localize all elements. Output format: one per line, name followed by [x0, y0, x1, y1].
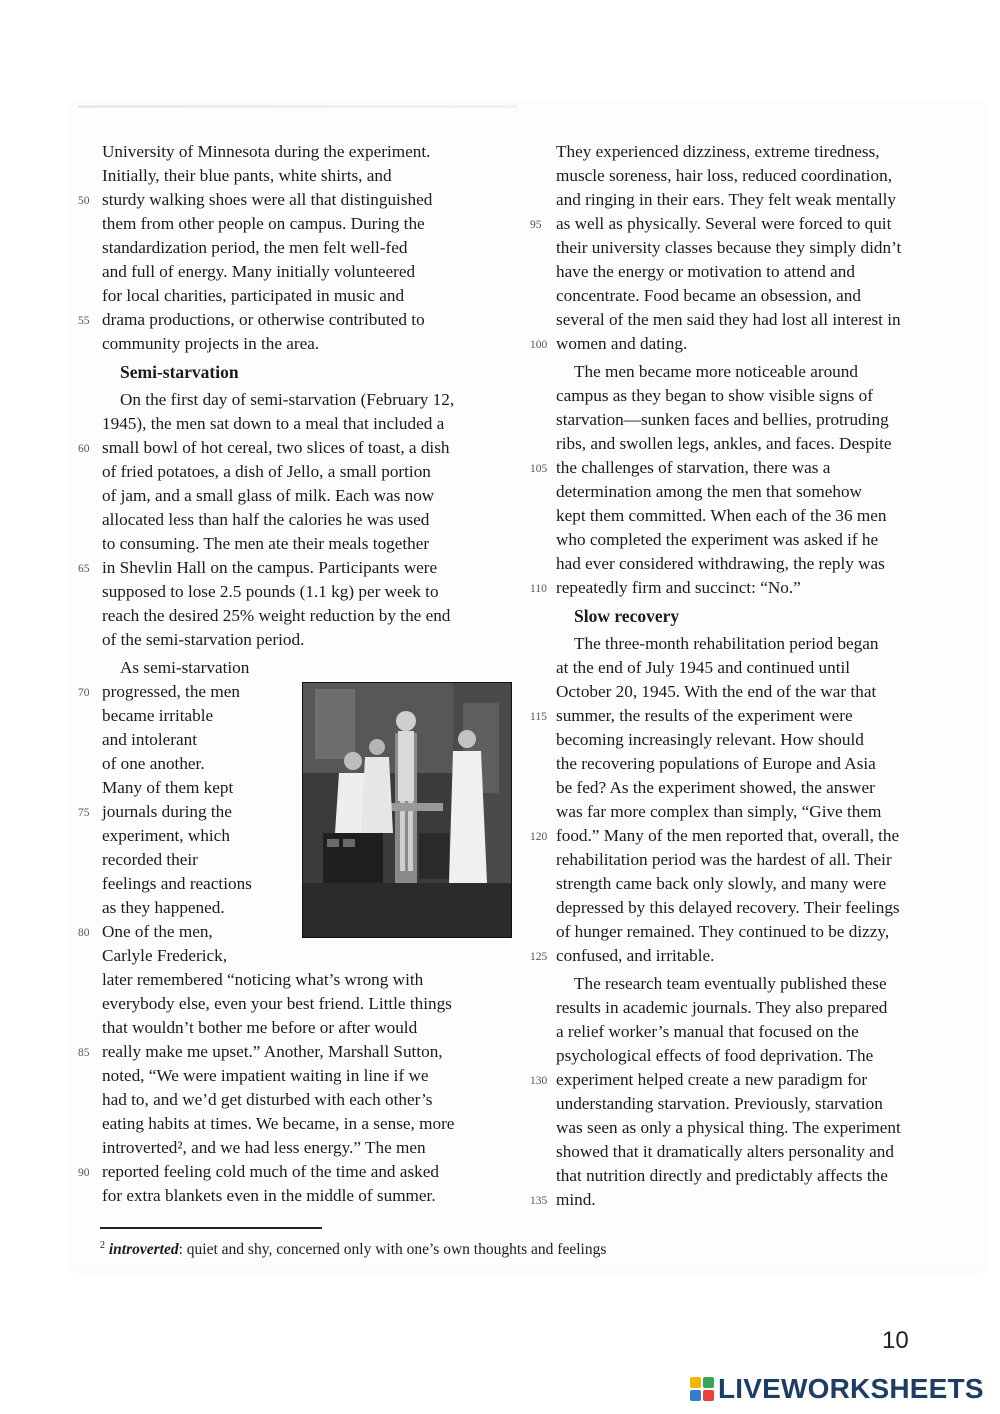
text-line: [530, 872, 970, 896]
text-line: [78, 656, 518, 680]
line-number: 100: [530, 339, 548, 351]
text-line: [78, 1160, 518, 1184]
text-line: [78, 604, 518, 628]
line-text: of the semi-starvation period.: [102, 630, 305, 649]
line-text: 1945), the men sat down to a meal that included a: [102, 414, 445, 433]
text-line: [530, 920, 970, 944]
line-text: of jam, and a small glass of milk. Each was now: [102, 486, 435, 505]
text-line: [78, 164, 518, 188]
line-text: results in academic journals. They also prepared: [556, 998, 888, 1017]
line-number: 95: [530, 219, 542, 231]
text-line: [530, 972, 970, 996]
text-line: [530, 188, 970, 212]
text-line: [530, 680, 970, 704]
text-line: [78, 388, 518, 412]
line-text: of hunger remained. They continued to be dizzy,: [556, 922, 890, 941]
text-line: [530, 308, 970, 332]
line-text: their university classes because they simply didn’t: [556, 238, 902, 257]
line-number: 50: [78, 195, 90, 207]
line-text: and intolerant: [102, 730, 197, 749]
liveworksheets-logo-icon: [690, 1377, 714, 1401]
line-text: was far more complex than simply, “Give them: [556, 802, 882, 821]
text-line: [78, 460, 518, 484]
line-text: kept them committed. When each of the 36 men: [556, 506, 887, 525]
line-text: as well as physically. Several were forced to quit: [556, 214, 892, 233]
text-line: [78, 284, 518, 308]
text-line: [78, 140, 518, 164]
text-line: [78, 1016, 518, 1040]
footnote-marker: 2: [100, 1240, 105, 1251]
line-text: October 20, 1945. With the end of the war that: [556, 682, 877, 701]
line-text: community projects in the area.: [102, 334, 320, 353]
line-text: Initially, their blue pants, white shirts, and: [102, 166, 392, 185]
text-line: [530, 996, 970, 1020]
line-text: that nutrition directly and predictably affects the: [556, 1166, 888, 1185]
line-text: starvation—sunken faces and bellies, protruding: [556, 410, 889, 429]
line-text: them from other people on campus. During the: [102, 214, 425, 233]
liveworksheets-logo[interactable]: [690, 1373, 984, 1405]
text-line: [78, 212, 518, 236]
logo-tile-icon: [703, 1377, 714, 1388]
line-text: mind.: [556, 1190, 596, 1209]
text-line: [530, 1092, 970, 1116]
line-text: progressed, the men: [102, 682, 240, 701]
text-line: [530, 332, 970, 356]
text-line: [78, 508, 518, 532]
text-line: [530, 260, 970, 284]
line-text: the recovering populations of Europe and Asia: [556, 754, 876, 773]
text-line: [530, 528, 970, 552]
line-text: psychological effects of food deprivation. The: [556, 1046, 874, 1065]
line-text: the challenges of starvation, there was a: [556, 458, 831, 477]
line-text: became irritable: [102, 706, 214, 725]
footnote: [100, 1240, 606, 1259]
text-line: [530, 848, 970, 872]
text-line: [78, 628, 518, 652]
text-line: [530, 576, 970, 600]
line-text: was seen as only a physical thing. The experiment: [556, 1118, 901, 1137]
text-line: [530, 1020, 970, 1044]
text-line: [530, 1164, 970, 1188]
line-text: later remembered “noticing what’s wrong with: [102, 970, 424, 989]
line-text: really make me upset.” Another, Marshall Sutton,: [102, 1042, 443, 1061]
line-number: 110: [530, 583, 547, 595]
line-text: ribs, and swollen legs, ankles, and faces. Despite: [556, 434, 892, 453]
line-text: confused, and irritable.: [556, 946, 715, 965]
line-text: muscle soreness, hair loss, reduced coordination,: [556, 166, 893, 185]
text-line: [530, 456, 970, 480]
text-line: [530, 236, 970, 260]
line-text: Carlyle Frederick,: [102, 946, 228, 965]
text-line: [530, 384, 970, 408]
text-line: [530, 752, 970, 776]
line-text: had to, and we’d get disturbed with each other’s: [102, 1090, 433, 1109]
footnote-definition: : quiet and shy, concerned only with one’s own thoughts and feelings: [178, 1241, 607, 1259]
text-line: [78, 580, 518, 604]
line-text: summer, the results of the experiment were: [556, 706, 853, 725]
text-line: [530, 164, 970, 188]
text-line: [78, 484, 518, 508]
line-text: and ringing in their ears. They felt weak mentally: [556, 190, 896, 209]
text-line: [78, 992, 518, 1016]
text-line: [530, 1116, 970, 1140]
line-text: campus as they began to show visible signs of: [556, 386, 873, 405]
text-line: [78, 260, 518, 284]
text-line: [530, 656, 970, 680]
left-column: [78, 140, 518, 1208]
text-line: [530, 432, 970, 456]
line-text: women and dating.: [556, 334, 688, 353]
line-number: 130: [530, 1075, 548, 1087]
line-text: for local charities, participated in music and: [102, 286, 405, 305]
text-line: [530, 1188, 970, 1212]
text-line: [530, 212, 970, 236]
line-number: 75: [78, 807, 90, 819]
text-line: [78, 968, 518, 992]
text-line: [78, 944, 518, 968]
text-line: [530, 284, 970, 308]
line-number: 115: [530, 711, 547, 723]
line-text: experiment helped create a new paradigm for: [556, 1070, 868, 1089]
line-text: who completed the experiment was asked if he: [556, 530, 879, 549]
line-text: drama productions, or otherwise contributed to: [102, 310, 425, 329]
text-line: [530, 360, 970, 384]
text-line: [78, 1040, 518, 1064]
line-text: Many of them kept: [102, 778, 234, 797]
line-text: As semi-starvation: [120, 658, 250, 677]
line-text: of one another.: [102, 754, 205, 773]
line-text: depressed by this delayed recovery. Their feelings: [556, 898, 900, 917]
line-text: and full of energy. Many initially volunteered: [102, 262, 416, 281]
footnote-term: introverted: [108, 1241, 179, 1259]
text-line: [78, 1136, 518, 1160]
text-line: [530, 1044, 970, 1068]
line-text: The men became more noticeable around: [574, 362, 858, 381]
text-line: [530, 824, 970, 848]
line-text: reach the desired 25% weight reduction by the end: [102, 606, 451, 625]
liveworksheets-logo-text: LIVEWORKSHEETS: [718, 1373, 984, 1404]
line-text: recorded their: [102, 850, 198, 869]
left-paragraph-2: [78, 388, 518, 652]
text-line: [78, 236, 518, 260]
text-line: [78, 332, 518, 356]
page-number: 10: [882, 1327, 909, 1354]
line-number: 135: [530, 1195, 548, 1207]
text-line: [530, 1068, 970, 1092]
line-text: becoming increasingly relevant. How should: [556, 730, 864, 749]
line-number: 65: [78, 563, 90, 575]
line-text: showed that it dramatically alters personality and: [556, 1142, 894, 1161]
line-text: sturdy walking shoes were all that distinguished: [102, 190, 433, 209]
line-text: journals during the: [102, 802, 232, 821]
text-line: [530, 704, 970, 728]
line-number: 90: [78, 1167, 90, 1179]
text-line: [78, 308, 518, 332]
line-text: They experienced dizziness, extreme tiredness,: [556, 142, 880, 161]
line-text: to consuming. The men ate their meals together: [102, 534, 430, 553]
text-line: [78, 1088, 518, 1112]
experiment-photo: [302, 682, 512, 938]
line-number: 80: [78, 927, 90, 939]
line-text: On the first day of semi-starvation (February 12,: [120, 390, 455, 409]
line-text: everybody else, even your best friend. Little things: [102, 994, 452, 1013]
line-text: reported feeling cold much of the time and asked: [102, 1162, 439, 1181]
logo-tile-icon: [690, 1377, 701, 1388]
line-text: understanding starvation. Previously, starvation: [556, 1094, 883, 1113]
experiment-photo-illustration: [303, 683, 511, 937]
text-line: [78, 532, 518, 556]
line-text: experiment, which: [102, 826, 230, 845]
line-text: University of Minnesota during the experiment.: [102, 142, 431, 161]
right-paragraph-1: [530, 140, 970, 356]
text-line: [78, 188, 518, 212]
line-text: The research team eventually published these: [574, 974, 887, 993]
line-text: concentrate. Food became an obsession, and: [556, 286, 861, 305]
line-text: standardization period, the men felt well-fed: [102, 238, 408, 257]
right-paragraph-2: [530, 360, 970, 600]
text-line: [530, 896, 970, 920]
text-line: [530, 552, 970, 576]
footnote-rule: [100, 1227, 322, 1229]
text-line: [530, 408, 970, 432]
right-paragraph-4: [530, 972, 970, 1212]
line-text: have the energy or motivation to attend and: [556, 262, 855, 281]
line-number: 70: [78, 687, 90, 699]
text-line: [530, 776, 970, 800]
text-line: [78, 1112, 518, 1136]
line-text: repeatedly firm and succinct: “No.”: [556, 578, 801, 597]
text-line: [530, 632, 970, 656]
text-line: [78, 556, 518, 580]
line-text: food.” Many of the men reported that, overall, the: [556, 826, 900, 845]
text-line: [78, 1184, 518, 1208]
line-text: several of the men said they had lost all interest in: [556, 310, 901, 329]
logo-tile-icon: [690, 1390, 701, 1401]
line-text: rehabilitation period was the hardest of all. Their: [556, 850, 892, 869]
text-line: [78, 412, 518, 436]
line-text: had ever considered withdrawing, the reply was: [556, 554, 885, 573]
line-number: 85: [78, 1047, 90, 1059]
text-line: [530, 944, 970, 968]
line-text: introverted², and we had less energy.” The men: [102, 1138, 426, 1157]
text-line: [530, 1140, 970, 1164]
text-line: [530, 480, 970, 504]
line-text: small bowl of hot cereal, two slices of toast, a dish: [102, 438, 450, 457]
line-number: 55: [78, 315, 90, 327]
line-text: eating habits at times. We became, in a sense, more: [102, 1114, 455, 1133]
line-number: 60: [78, 443, 90, 455]
line-text: supposed to lose 2.5 pounds (1.1 kg) per week to: [102, 582, 439, 601]
line-number: 105: [530, 463, 548, 475]
line-text: be fed? As the experiment showed, the answer: [556, 778, 875, 797]
text-line: [78, 436, 518, 460]
line-text: a relief worker’s manual that focused on the: [556, 1022, 859, 1041]
line-text: allocated less than half the calories he was used: [102, 510, 430, 529]
scan-top-edge: [78, 105, 518, 108]
line-text: of fried potatoes, a dish of Jello, a small portion: [102, 462, 431, 481]
line-text: as they happened.: [102, 898, 225, 917]
right-paragraph-3: [530, 632, 970, 968]
text-line: [530, 140, 970, 164]
line-text: in Shevlin Hall on the campus. Participants were: [102, 558, 438, 577]
line-text: The three-month rehabilitation period began: [574, 634, 879, 653]
section-heading-slow-recovery: Slow recovery: [574, 606, 680, 626]
line-text: strength came back only slowly, and many were: [556, 874, 887, 893]
line-text: that wouldn’t bother me before or after would: [102, 1018, 418, 1037]
text-line: [530, 504, 970, 528]
line-text: for extra blankets even in the middle of summer.: [102, 1186, 436, 1205]
text-line: [530, 800, 970, 824]
section-heading-semi-starvation: Semi-starvation: [120, 362, 239, 382]
text-line: [530, 728, 970, 752]
line-text: at the end of July 1945 and continued until: [556, 658, 851, 677]
line-text: feelings and reactions: [102, 874, 252, 893]
left-paragraph-1: [78, 140, 518, 356]
line-text: determination among the men that somehow: [556, 482, 862, 501]
line-text: One of the men,: [102, 922, 213, 941]
line-number: 120: [530, 831, 548, 843]
line-text: noted, “We were impatient waiting in line if we: [102, 1066, 429, 1085]
line-number: 125: [530, 951, 548, 963]
right-column: [530, 140, 970, 1212]
text-line: [78, 1064, 518, 1088]
logo-tile-icon: [703, 1390, 714, 1401]
